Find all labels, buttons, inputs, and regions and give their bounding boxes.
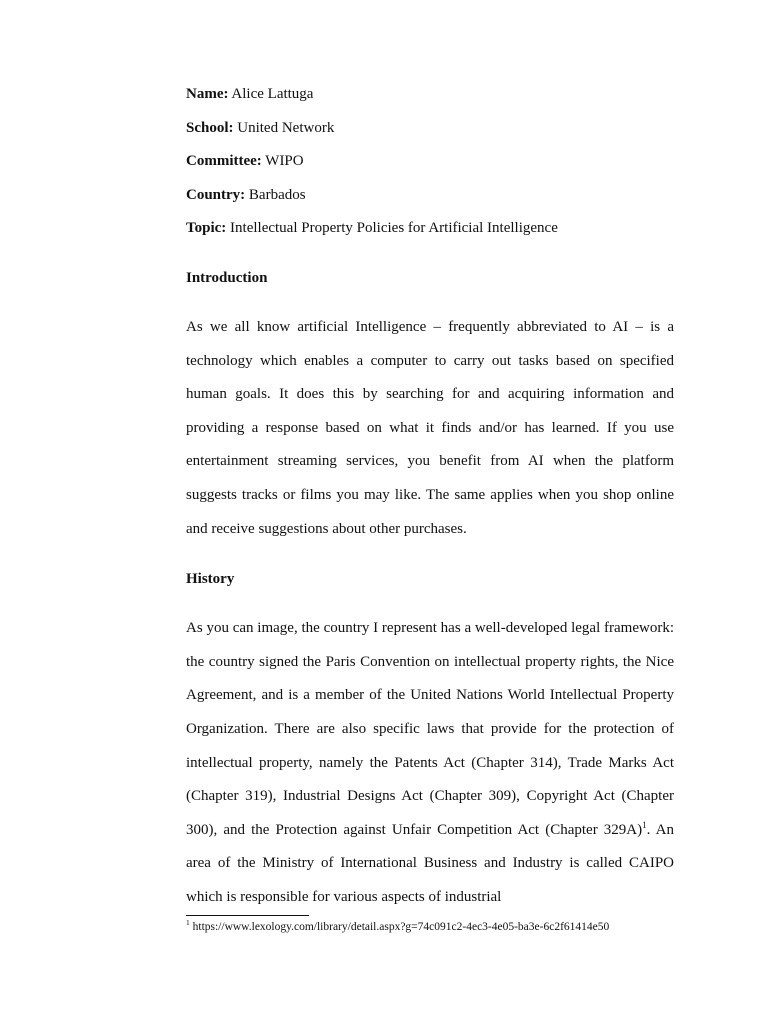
history-paragraph <box>186 612 674 914</box>
document-body <box>186 84 674 915</box>
committee-line <box>186 151 674 171</box>
name-label: Name: <box>186 86 229 102</box>
committee-label: Committee: <box>186 153 262 169</box>
footnote-link[interactable]: https://www.lexology.com/library/detail.aspx?g=74c091c2-4ec3-4e05-ba3e-6c2f61414e50 <box>189 921 610 933</box>
history-heading: History <box>186 571 235 588</box>
topic-label: Topic: <box>186 220 227 236</box>
introduction-paragraph: As we all know artificial Intelligence – frequently abbreviated to AI – is a technology which enables a computer to carry out tasks based on specified human goals. It does this by searching for and acquiring information and providing a response based on what it finds and/or has learned. If you use entertainment streaming services, you benefit from AI when the platform suggests tracks or films you may like. The same applies when you shop online and receive suggestions about other purchases. <box>186 319 674 537</box>
school-line <box>186 118 674 138</box>
committee-value: WIPO <box>265 153 304 169</box>
history-text-part-2: . An area of the Ministry of International Business and Industry is called CAIPO which is responsible for various aspects of industrial <box>186 821 674 905</box>
school-label: School: <box>186 119 234 136</box>
country-line <box>186 185 674 205</box>
country-label: Country: <box>186 186 246 203</box>
name-line <box>186 84 674 104</box>
footnote-marker: 1 <box>186 918 190 928</box>
country-value: Barbados <box>248 186 306 203</box>
footnote-separator <box>186 915 309 916</box>
footnote-reference[interactable]: 1 <box>642 819 647 830</box>
school-value: United Network <box>237 119 335 136</box>
footnote <box>186 920 706 935</box>
history-text-part-1: As you can image, the country I represent has a well-developed legal framework: the country signed the Paris Convention on intellectual property rights, the Nice Agreement, and is a member of the United Nations World Intellectual Property Organization. There are also specific laws that provide for the protection of intellectual property, namely the Patents Act (Chapter 314), Trade Marks Act (Chapter 319), Industrial Designs Act (Chapter 309), Copyright Act (Chapter 300), and the Protection against Unfair Competition Act (Chapter 329A) <box>186 620 674 838</box>
topic-line <box>186 218 674 238</box>
name-value: Alice Lattuga <box>231 86 314 102</box>
topic-value: Intellectual Property Policies for Artificial Intelligence <box>230 220 558 236</box>
introduction-heading: Introduction <box>186 270 268 286</box>
